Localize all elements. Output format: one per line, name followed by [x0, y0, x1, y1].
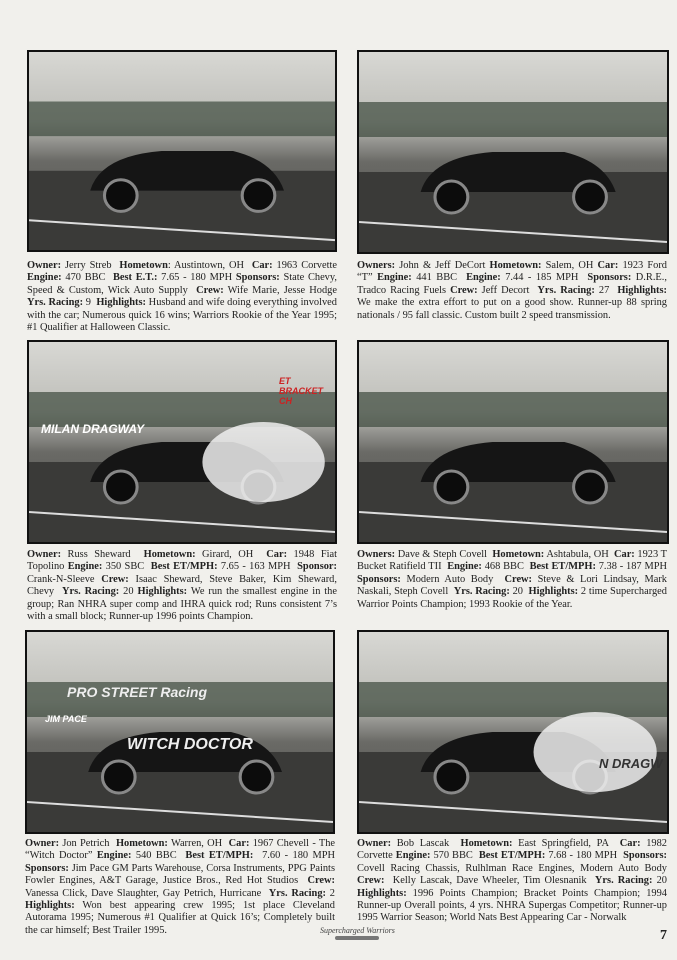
- caption-value: Jon Petrich: [59, 838, 116, 849]
- caption-value: Ashtabula, OH: [544, 549, 614, 560]
- caption-value: Modern Auto Body: [400, 573, 505, 585]
- caption-value: 540 BBC: [131, 850, 186, 862]
- caption-value: 7.65 - 180 MPH: [157, 272, 236, 284]
- caption-value: 2 time Supercharged Warrior Points Champion; 1993 Rookie of the Year.: [357, 586, 670, 610]
- caption-value: Salem, OH: [541, 260, 598, 271]
- caption-value: State Chevy, Speed & Custom, Wick Auto Supply: [27, 272, 340, 296]
- caption-value: Warren, OH: [167, 838, 229, 849]
- photo-scene: [359, 632, 667, 832]
- caption-label: Car:: [597, 260, 619, 271]
- caption-label: Yrs. Racing:: [27, 297, 84, 309]
- race-car-photo: [357, 630, 669, 834]
- photo-scene: [29, 342, 335, 542]
- caption-value: East Springfield, PA: [512, 838, 620, 849]
- caption-label: Best ET/MPH:: [529, 561, 596, 573]
- caption-label: Highlights:: [96, 297, 146, 309]
- caption-label: Engine:: [395, 850, 431, 862]
- caption-label: Car:: [614, 549, 635, 560]
- car-caption: [27, 549, 340, 623]
- caption-value: 7.60 - 180 MPH: [253, 850, 341, 862]
- caption-label: Yrs. Racing:: [453, 586, 510, 598]
- caption-label: Hometown: [119, 260, 168, 271]
- caption-value: 20: [119, 586, 138, 598]
- caption-value: We make the extra effort to put on a good show. Runner-up 88 spring nationals / 95 fall classic. Custom built 2 speed transmission.: [357, 284, 670, 321]
- caption-label: Owner:: [27, 260, 62, 271]
- caption-value: Jim Pace GM Parts Warehouse, Corsa Instruments, PPG Paints Fowler Engines, A&T Garage, Justice Bros., Red Hot Studios: [25, 862, 338, 887]
- caption-label: Hometown:: [115, 838, 168, 849]
- page-number: 7: [660, 928, 667, 943]
- caption-label: Yrs. Racing:: [537, 284, 595, 296]
- caption-label: Sponsors:: [235, 272, 280, 284]
- caption-label: Highlights:: [357, 887, 407, 899]
- caption-value: 7.68 - 180 MPH: [545, 850, 624, 862]
- car-caption: [27, 260, 343, 334]
- car-caption: [357, 260, 670, 322]
- race-car-photo: [27, 50, 337, 252]
- photo-scene: [29, 52, 335, 250]
- caption-value: 7.38 - 187 MPH: [595, 561, 670, 573]
- caption-value: 570 BBC: [430, 850, 479, 862]
- race-car-photo: [357, 340, 669, 544]
- race-car-photo: [357, 50, 669, 254]
- photo-sign-text: JIM PACE: [45, 714, 87, 724]
- caption-label: Engine:: [377, 272, 412, 284]
- caption-label: Yrs. Racing:: [61, 586, 120, 598]
- caption-label: Yrs. Racing:: [268, 887, 326, 899]
- caption-value: Jerry Streb: [61, 260, 120, 271]
- caption-value: 7.65 - 163 MPH: [217, 561, 298, 573]
- caption-label: Best ET/MPH:: [185, 850, 254, 862]
- caption-value: 1982 Corvette: [357, 838, 670, 862]
- caption-label: Yrs. Racing:: [594, 875, 653, 887]
- photo-sign-text: N DRAGW: [599, 756, 663, 771]
- caption-label: Hometown:: [492, 549, 545, 560]
- caption-value: 20: [509, 586, 529, 598]
- caption-value: Vanessa Click, Dave Slaughter, Gay Petrich, Hurricane: [25, 875, 338, 899]
- caption-value: 7.44 - 185 MPH: [500, 272, 588, 284]
- caption-value: 441 BBC: [411, 272, 467, 284]
- car-caption: [357, 838, 673, 925]
- photo-sign-text: WITCH DOCTOR: [127, 736, 253, 753]
- caption-label: Highlights:: [528, 586, 579, 598]
- caption-label: Highlights:: [137, 586, 188, 598]
- caption-value: Russ Sheward: [61, 549, 144, 560]
- caption-value: Jeff Decort: [477, 284, 538, 296]
- caption-label: Engine:: [27, 272, 62, 284]
- caption-value: D.R.E., Tradco Racing Fuels: [357, 272, 670, 296]
- caption-label: Owners:: [357, 549, 396, 560]
- caption-value: Steve & Lori Lindsay, Mark Naskali, Steph Covell: [357, 573, 670, 598]
- car-caption: [25, 838, 341, 937]
- caption-label: Highlights:: [25, 900, 75, 912]
- caption-value: Husband and wife doing everything involved with the car; Numerous quick 16 wins; Warriors Rookie of the Year 1995; #1 Qualifier at Halloween Classic.: [27, 297, 340, 334]
- caption-value: Girard, OH: [195, 549, 267, 560]
- caption-value: 468 BBC: [481, 561, 530, 573]
- caption-value: 2: [325, 887, 341, 899]
- caption-label: Engine:: [96, 850, 132, 862]
- caption-value: Covell Racing Chassis, Rulhlman Race Engines, Modern Auto Body: [357, 850, 673, 874]
- photo-sign-text: PRO STREET Racing: [67, 684, 208, 700]
- caption-value: : Austintown, OH: [167, 260, 252, 271]
- race-car-photo: [27, 340, 337, 544]
- caption-value: 20: [652, 875, 673, 887]
- caption-value: Crank-N-Sleeve: [27, 561, 340, 585]
- race-car-photo: [25, 630, 335, 834]
- caption-value: 1996 Points Champion; Bracket Points Champion; 1994 Runner-up Overall points, 4 yrs. NHRA Supergas Competitor; Runner-up 1995 Warrior Season; World Nats Best Appearing Car - Norwalk: [357, 887, 670, 924]
- caption-value: 1923 Ford “T”: [357, 260, 670, 284]
- photo-scene: [359, 342, 667, 542]
- car-caption: [357, 549, 670, 611]
- caption-label: Owners:: [357, 260, 396, 271]
- caption-label: Owner:: [357, 838, 392, 849]
- caption-label: Hometown:: [489, 260, 542, 271]
- caption-value: 470 BBC: [61, 272, 113, 284]
- caption-value: Dave & Steph Covell: [395, 549, 493, 560]
- caption-value: Kelly Lascak, Dave Wheeler, Tim Olesnanik: [384, 875, 595, 887]
- caption-label: Crew:: [307, 875, 335, 887]
- caption-value: 1967 Chevell - The “Witch Doctor”: [25, 838, 338, 862]
- caption-label: Engine:: [447, 561, 482, 573]
- caption-label: Sponsors:: [357, 573, 401, 585]
- caption-value: John & Jeff DeCort: [395, 260, 490, 271]
- caption-label: Crew:: [196, 284, 224, 296]
- caption-label: Owner:: [25, 838, 60, 849]
- caption-label: Hometown:: [460, 838, 513, 849]
- caption-value: 27: [594, 284, 618, 296]
- caption-label: Car:: [251, 260, 273, 271]
- caption-label: Sponsors:: [587, 272, 632, 284]
- caption-label: Car:: [619, 838, 641, 849]
- caption-label: Car:: [266, 549, 288, 560]
- logo-bar: [335, 936, 379, 940]
- caption-value: 1923 T Bucket Ratifield TII: [357, 549, 670, 573]
- caption-label: Crew:: [450, 284, 478, 296]
- photo-sign-text: ET BRACKET CH: [279, 376, 323, 406]
- caption-label: Sponsor:: [297, 561, 337, 573]
- caption-value: 1963 Corvette: [272, 260, 340, 271]
- caption-label: Sponsors:: [623, 850, 667, 862]
- caption-label: Highlights:: [617, 284, 667, 296]
- caption-value: 1948 Fiat Topolino: [27, 549, 340, 573]
- caption-label: Engine:: [466, 272, 501, 284]
- caption-label: Sponsors:: [25, 862, 69, 874]
- logo-text: Supercharged Warriors: [320, 926, 395, 935]
- caption-label: Crew:: [101, 573, 129, 585]
- caption-label: Car:: [228, 838, 250, 849]
- caption-value: 350 SBC: [102, 561, 151, 573]
- photo-scene: [27, 632, 333, 832]
- caption-value: Wife Marie, Jesse Hodge: [223, 284, 343, 296]
- caption-label: Best E.T.:: [112, 272, 158, 284]
- photo-scene: [359, 52, 667, 252]
- caption-label: Best ET/MPH:: [478, 850, 546, 862]
- caption-value: 9: [83, 297, 97, 309]
- caption-label: Crew:: [357, 875, 385, 887]
- caption-value: Isaac Sheward, Steve Baker, Kim Sheward, Chevy: [27, 573, 340, 598]
- caption-value: Bob Lascak: [391, 838, 461, 849]
- supercharged-warriors-logo: [320, 926, 395, 940]
- caption-label: Best ET/MPH:: [150, 561, 218, 573]
- caption-label: Engine:: [67, 561, 103, 573]
- caption-value: Won best appearing crew 1995; 1st place Cleveland Autorama 1995; Numerous #1 Qualifier at Quick 16’s; Completely built the car himself; Best Trailer 1995.: [25, 900, 338, 936]
- caption-label: Hometown:: [143, 549, 196, 560]
- caption-label: Owner:: [27, 549, 62, 560]
- caption-value: We run the smallest engine in the group; Ran NHRA super comp and IHRA quick rod; Runs consistent 7’s with a small block; Runner-up 1996 points Champion.: [27, 586, 340, 623]
- photo-sign-text: MILAN DRAGWAY: [41, 422, 145, 436]
- caption-label: Crew:: [504, 573, 533, 585]
